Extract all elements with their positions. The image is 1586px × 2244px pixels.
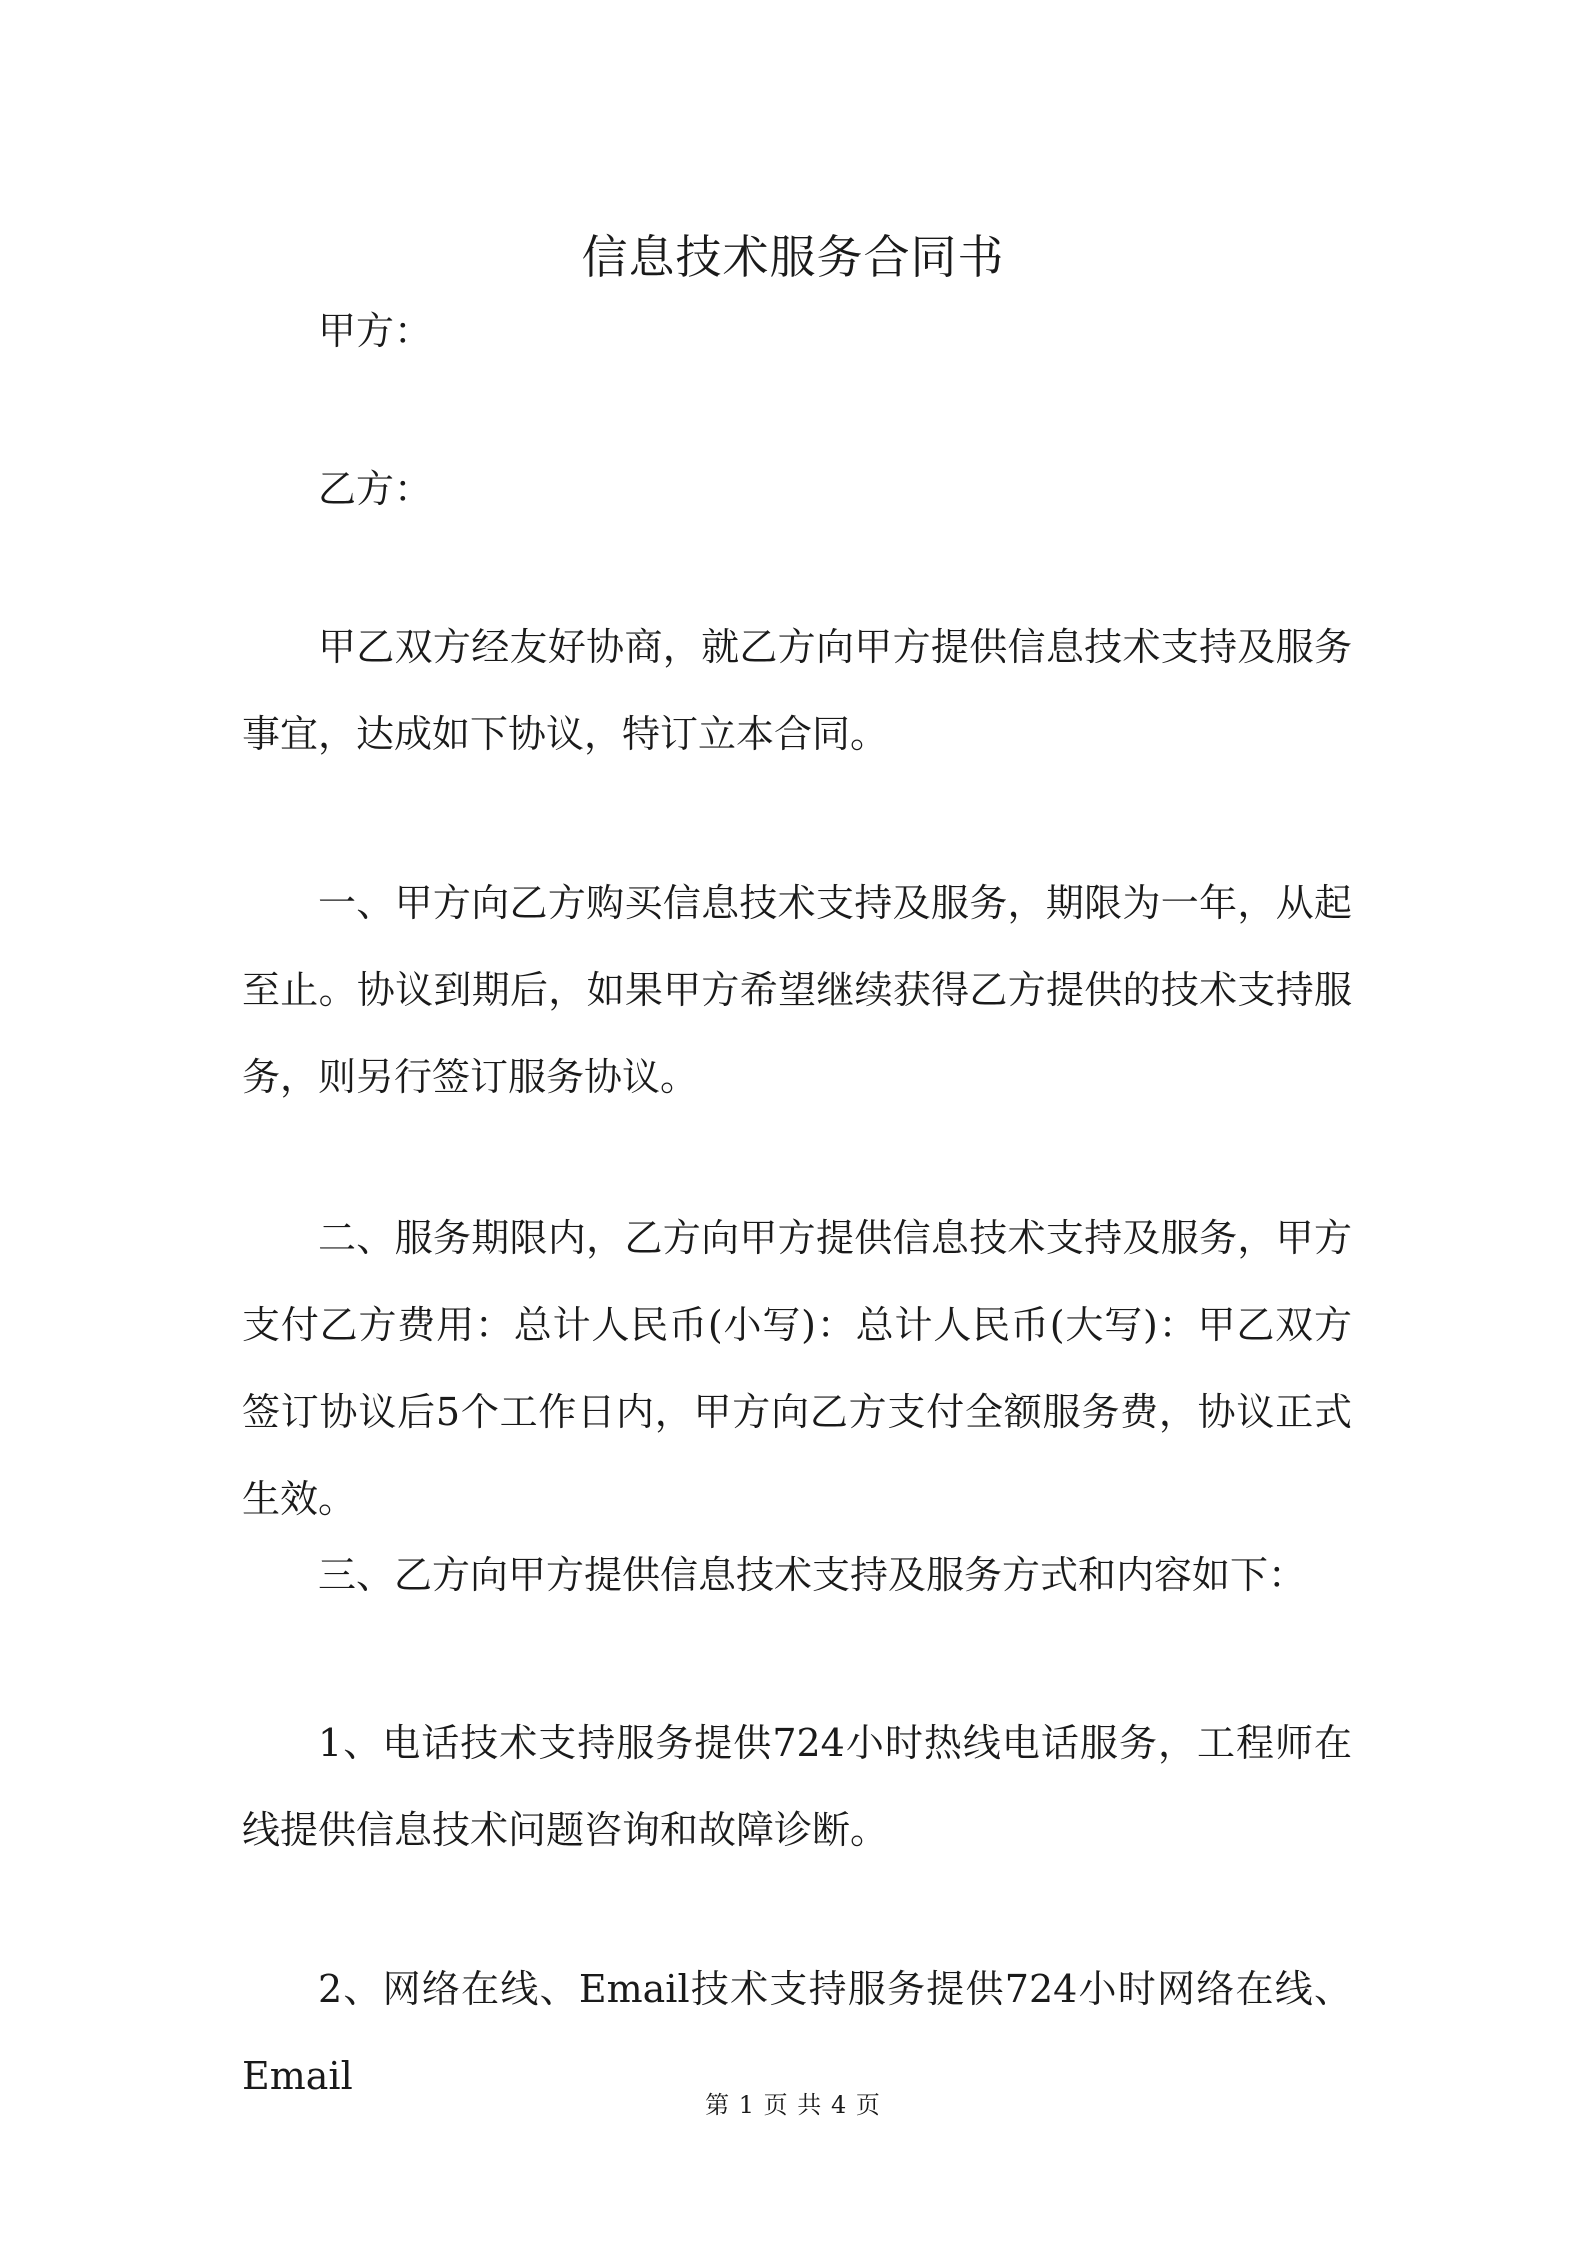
clause-3-paragraph: 三、乙方向甲方提供信息技术支持及服务方式和内容如下：: [318, 1553, 1307, 1597]
party-b-label: 乙方：: [318, 467, 433, 511]
item-1-paragraph: 1、电话技术支持服务提供724小时热线电话服务，工程师在线提供信息技术问题咨询和故障诊断。: [242, 1721, 1352, 1852]
document-title: 信息技术服务合同书: [581, 229, 1005, 284]
item-2-paragraph: 2、网络在线、Email技术支持服务提供724小时网络在线、Email: [242, 1967, 1352, 2098]
intro-paragraph: 甲乙双方经友好协商，就乙方向甲方提供信息技术支持及服务事宜，达成如下协议，特订立本合同。: [242, 625, 1352, 756]
clause-1-paragraph: 一、甲方向乙方购买信息技术支持及服务，期限为一年，从起至止。协议到期后，如果甲方希望继续获得乙方提供的技术支持服务，则另行签订服务协议。: [242, 881, 1352, 1099]
party-a-label: 甲方：: [318, 309, 433, 353]
clause-2-paragraph: 二、服务期限内，乙方向甲方提供信息技术支持及服务，甲方支付乙方费用：总计人民币(小写)：总计人民币(大写)：甲乙双方签订协议后5个工作日内，甲方向乙方支付全额服务费，协议正式生效。: [242, 1216, 1352, 1521]
page-number-footer: 第 1 页 共 4 页: [705, 2091, 881, 2119]
